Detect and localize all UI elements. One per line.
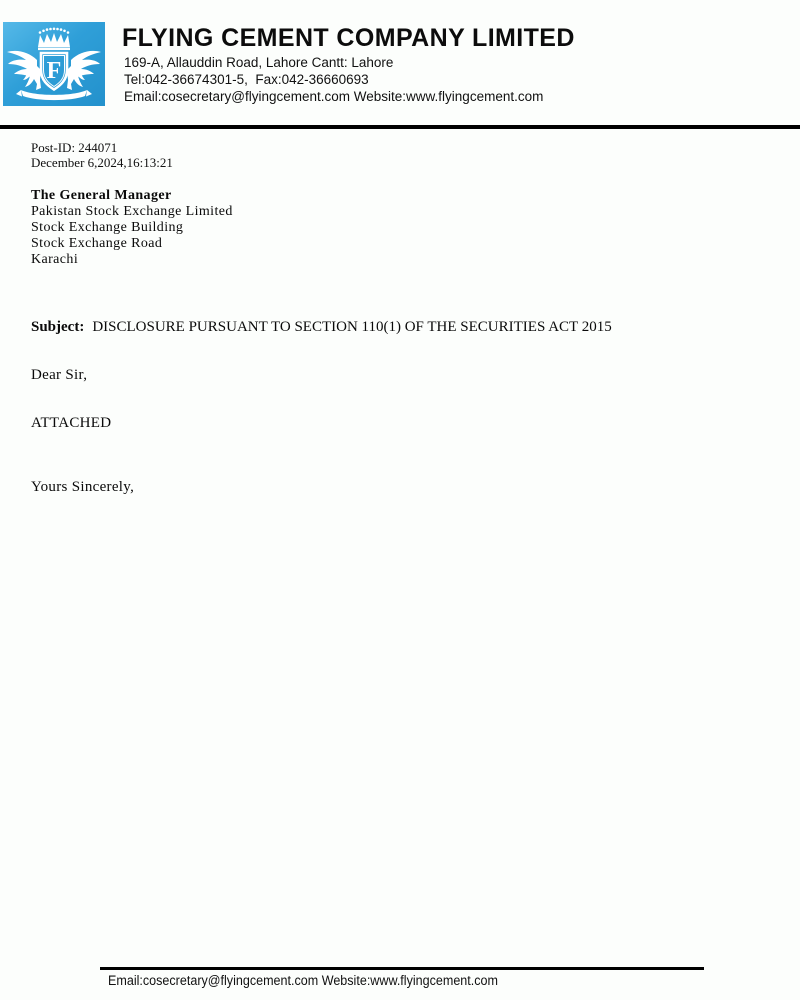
recipient-line: Karachi xyxy=(31,252,79,267)
company-name-title: FLYING CEMENT COMPANY LIMITED xyxy=(122,24,575,52)
salutation-text: Dear Sir, xyxy=(31,367,88,383)
closing-text: Yours Sincerely, xyxy=(31,479,135,495)
header-email-website-line: Email:cosecretary@flyingcement.com Website:www.flyingcement.com xyxy=(124,89,544,104)
datetime-line: December 6,2024,16:13:21 xyxy=(31,155,173,170)
header-address-line: 169-A, Allauddin Road, Lahore Cantt: Lahore xyxy=(124,55,394,70)
footer-divider-rule xyxy=(100,967,704,970)
recipient-line: Stock Exchange Road xyxy=(31,236,163,251)
recipient-address-block xyxy=(31,188,233,268)
recipient-line: Pakistan Stock Exchange Limited xyxy=(31,204,233,219)
subject-line xyxy=(31,319,612,336)
footer-email-website-line: Email:cosecretary@flyingcement.com Website:www.flyingcement.com xyxy=(108,973,498,988)
subject-text: DISCLOSURE PURSUANT TO SECTION 110(1) OF THE SECURITIES ACT 2015 xyxy=(92,319,612,335)
recipient-line: Stock Exchange Building xyxy=(31,220,184,235)
header-phone-fax-line: Tel:042-36674301-5, Fax:042-36660693 xyxy=(124,72,369,87)
subject-label: Subject: xyxy=(31,319,85,335)
header-divider-rule xyxy=(0,125,800,129)
recipient-title: The General Manager xyxy=(31,188,172,203)
svg-text:F: F xyxy=(46,58,62,84)
post-id-line: Post-ID: 244071 xyxy=(31,140,118,155)
attachment-note-text: ATTACHED xyxy=(31,415,112,431)
company-crest-logo-icon xyxy=(3,22,105,106)
